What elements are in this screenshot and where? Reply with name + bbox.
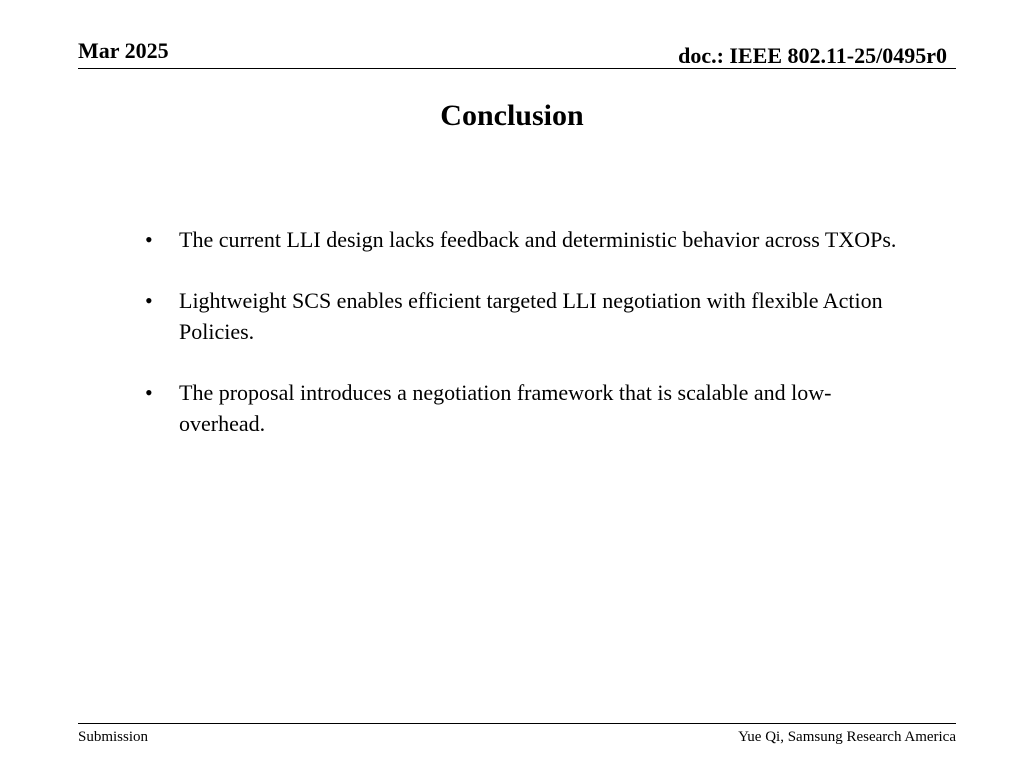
header-date: Mar 2025 [78, 38, 169, 63]
footer-author: Yue Qi, Samsung Research America [738, 729, 956, 745]
bullet-icon: • [145, 380, 153, 405]
bullet-icon: • [145, 288, 153, 313]
bullet-item [145, 224, 905, 255]
bullet-text: Lightweight SCS enables efficient targeted LLI negotiation with flexible Action Policies. [179, 288, 883, 344]
header-divider [78, 68, 956, 69]
bullet-text: The current LLI design lacks feedback and deterministic behavior across TXOPs. [179, 227, 897, 252]
bullet-list [145, 224, 905, 469]
footer-divider [78, 723, 956, 724]
bullet-item [145, 285, 905, 347]
header-document-id: doc.: IEEE 802.11-25/0495r0 [678, 43, 947, 68]
bullet-item [145, 377, 905, 439]
slide-title: Conclusion [440, 99, 584, 132]
footer-submission: Submission [78, 729, 149, 745]
bullet-icon: • [145, 227, 153, 252]
bullet-text: The proposal introduces a negotiation framework that is scalable and low-overhead. [179, 380, 832, 436]
